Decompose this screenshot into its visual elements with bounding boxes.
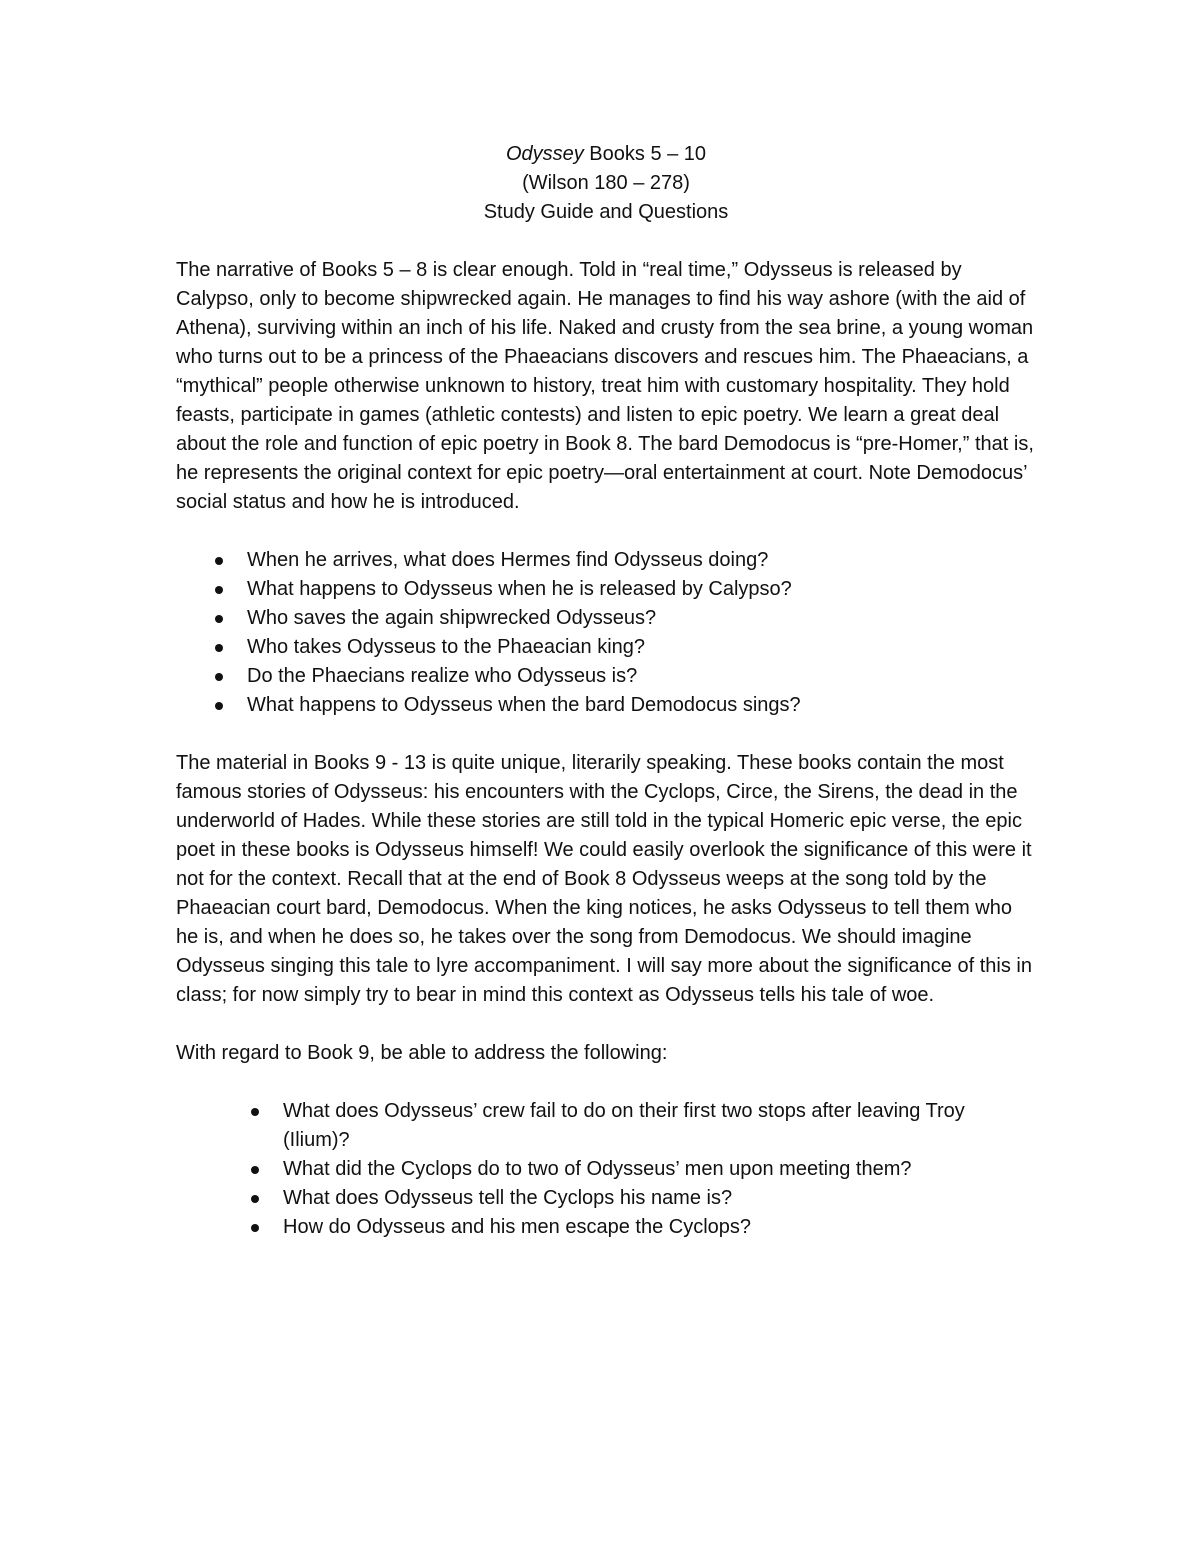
bullet-icon [251,1166,259,1174]
bullet-icon [215,644,223,652]
intro-paragraph: The narrative of Books 5 – 8 is clear enough. Told in “real time,” Odysseus is released by Calypso, only to become shipwrecked again. He manages to find his way ashore (with the aid of Athena), surviving within an inch of his life. Naked and crusty from the sea brine, a young woman who turns out to be a princess of the Phaeacians discovers and rescues him. The Phaeacians, a “mythical” people otherwise unknown to history, treat him with customary hospitality. They hold feasts, participate in games (athletic contests) and listen to epic poetry. We learn a great deal about the role and function of epic poetry in Book 8. The bard Demodocus is “pre-Homer,” that is, he represents the original context for epic poetry—oral entertainment at court. Note Demodocus’ social status and how he is introduced. [176,259,1034,513]
bullet-icon [215,615,223,623]
list-item: How do Odysseus and his men escape the Cyclops? [176,1213,1036,1242]
list-item: What does Odysseus’ crew fail to do on their first two stops after leaving Troy (Ilium)? [176,1097,1036,1155]
document-page [176,140,1036,1271]
bullet-icon [251,1195,259,1203]
bullet-icon [215,702,223,710]
questions-list-book-9 [176,1097,1036,1242]
bullet-icon [215,673,223,681]
title-italic: Odyssey [505,143,584,165]
title-block [176,140,1036,227]
list-item: What happens to Odysseus when he is released by Calypso? [176,575,1036,604]
title-subtitle: (Wilson 180 – 278) [522,172,690,194]
bullet-icon [251,1224,259,1232]
document-title [176,140,1036,169]
list-item: What does Odysseus tell the Cyclops his name is? [176,1184,1036,1213]
list-item: Who takes Odysseus to the Phaeacian king? [176,633,1036,662]
list-item: What did the Cyclops do to two of Odysseus’ men upon meeting them? [176,1155,1036,1184]
title-rest: Books 5 – 10 [583,143,707,165]
bullet-icon [215,586,223,594]
book-9-intro: With regard to Book 9, be able to address the following: [176,1042,668,1064]
list-item: Do the Phaecians realize who Odysseus is? [176,662,1036,691]
list-item: What happens to Odysseus when the bard Demodocus sings? [176,691,1036,720]
list-item: Who saves the again shipwrecked Odysseus? [176,604,1036,633]
title-guide: Study Guide and Questions [483,201,729,223]
bullet-icon [251,1108,259,1116]
books-9-13-paragraph: The material in Books 9 - 13 is quite unique, literarily speaking. These books contain the most famous stories of Odysseus: his encounters with the Cyclops, Circe, the Sirens, the dead in the underworld of Hades. While these stories are still told in the typical Homeric epic verse, the epic poet in these books is Odysseus himself! We could easily overlook the significance of this were it not for the context. Recall that at the end of Book 8 Odysseus weeps at the song told by the Phaeacian court bard, Demodocus. When the king notices, he asks Odysseus to tell them who he is, and when he does so, he takes over the song from Demodocus. We should imagine Odysseus singing this tale to lyre accompaniment. I will say more about the significance of this in class; for now simply try to bear in mind this context as Odysseus tells his tale of woe. [176,752,1032,1006]
bullet-icon [215,557,223,565]
questions-list-books-5-8 [176,546,1036,720]
list-item: When he arrives, what does Hermes find Odysseus doing? [176,546,1036,575]
